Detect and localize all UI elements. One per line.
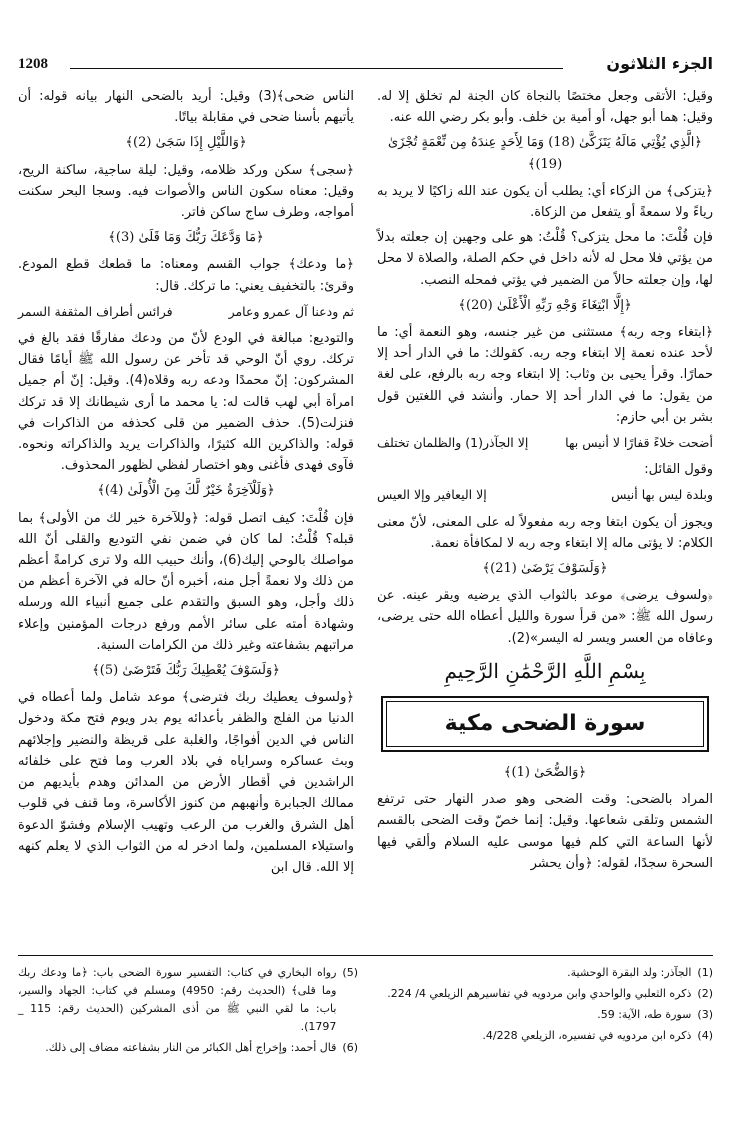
footnotes-left [18,964,358,1060]
right-column [377,86,713,878]
poem-hemistich-second: إلا الجآذر(1) والظلمان تختلف [377,435,529,451]
poem-hemistich-first: أضحت خلاءً قفارًا لا أنيس بها [565,435,713,451]
footnote-text: سورة طه، الآية: 59. [597,1008,692,1021]
footnote-text: قال أحمد: وإخراج أهل الكبائر من النار بشفاعته مضاف إلى ذلك. [45,1041,337,1054]
footnote-text: ذكره ابن مردويه في تفسيره، الزيلعي 4/228. [482,1029,692,1042]
poem-hemistich-second: إلا اليعافير وإلا العيس [377,487,487,503]
header-rule [70,68,563,69]
quran-verse: ﴿إِلَّا ابْتِغَاءَ وَجْهِ رَبِّهِ الْأَعْلَىٰ (20)﴾ [458,297,632,313]
paragraph: ﴿يتزكى﴾ من الزكاء أي: يطلب أن يكون عند الله زاكيًا لا يريد به رياءً ولا سمعةً أو يتفعل من الزكاة. [377,183,713,221]
footnotes-right [373,964,713,1048]
poem-verse [18,301,354,322]
paragraph: ويجوز أن يكون ابتغا وجه ربه مفعولاً له على المعنى، لأنّ معنى الكلام: لا يؤتى ماله إلا ابتغاء وجه ربه لا لمكافأة نعمة. [377,514,713,551]
footnote-divider [18,955,713,956]
surah-title: سورة الضحى مكية [444,711,646,737]
quran-verse: ﴿وَلَلْآخِرَةُ خَيْرٌ لَّكَ مِنَ الْأُولَىٰ (4)﴾ [97,483,275,499]
paragraph: وقول القائل: [644,462,713,478]
paragraph: وقيل: الأتقى وجعل مختصًا بالنجاة كان الجنة لم تخلق إلا له. وقيل: هما أبو جهل، أو أمية بن خلف. وأبو بكر رضي الله عنه. [377,89,713,126]
quran-verse: ﴿مَا وَدَّعَكَ رَبُّكَ وَمَا قَلَىٰ (3)﴾ [108,230,264,246]
footnote [18,1039,358,1057]
poem-hemistich-first: ثم ودعنا آل عمرو وعامر [228,303,354,319]
footnote [373,1006,713,1024]
page-number: 1208 [18,56,48,72]
quran-verse: ﴿الَّذِي يُؤْتِي مَالَهُ يَتَزَكَّىٰ (18) وَمَا لِأَحَدٍ عِندَهُ مِن نِّعْمَةٍ تُجْزَىٰ (19)﴾ [388,135,702,172]
surah-title-box [381,696,709,752]
footnote [18,964,358,1036]
footnote-number: (5) [342,966,358,979]
paragraph: ﴿سجى﴾ سكن وركد ظلامه، وقيل: ليلة ساجية، ساكنة الريح، وقيل: معناه سكون الناس والأصوات فيه. وسجا البحر سكنت أمواجه، وطرف ساج ساكن فاتر. [18,162,354,221]
paragraph: ﴿ما ودعك﴾ جواب القسم ومعناه: ما قطعك قطع المودع. وقرئ: بالتخفيف يعني: ما تركك. قال: [18,257,354,294]
footnote-number: (3) [697,1008,713,1021]
quran-verse: ﴿وَالضُّحَىٰ (1)﴾ [503,765,587,781]
paragraph: ﴿ولسوف يعطيك ربك فترضى﴾ موعد شامل ولما أعطاه في الدنيا من الفلج والظفر بأعدائه يوم بدر ويوم فتح مكة ودخول الناس في الدين أفواجًا، والغلبة على قريظة والنضير وإجلائهم وبث عساكره وسراياه في بلاد العرب وما فتح على خلفائه الراشدين في أقطار الأرض من المدائن وهدم بأيديهم من ممالك الجبابرة وأنهبهم من كنوز الأكاسرة، وما قنف في قلوب أهل الشرق والغرب من الرعب وتهيب الإسلام وفشوّ الدعوة واستيلاء المسلمين، ولما ادخر له من الثواب الذي لا يعلم كنهه إلا الله. قال ابن [18,690,354,875]
footnote [373,1027,713,1045]
left-column [18,86,354,882]
footnote-number: (1) [697,966,713,979]
footnote [373,964,713,982]
quran-verse: ﴿وَاللَّيْلِ إِذَا سَجَىٰ (2)﴾ [125,135,247,151]
paragraph: فإن قُلْتَ: كيف اتصل قوله: ﴿وللآخرة خير لك من الأولى﴾ بما قبله؟ قُلْتُ: لما كان في ضمن نفي التوديع والقلى أنّ الله مواصلك بالوحي إليك(6)، وأنك حبيب الله ولا ترى كرامةً أعظم من ذلك ولا نعمةً أجل منه، أخبره أنّ حاله في الآخرة أعظم من ذلك وأجل، وهو السبق والتقدم على جميع أنبياء الله ورسله وشهادة أمته على سائر الأمم ورفع درجات المؤمنين وإعلاء مراتبهم بشفاعته وغير ذلك من الكرامات السنية. [18,510,354,653]
poem-hemistich-first: وبلدة ليس بها أنيس [611,487,713,503]
poem-verse [377,484,713,505]
footnote-number: (6) [342,1041,358,1054]
footnote-number: (4) [697,1029,713,1042]
footnote-text: ذكره الثعلبي والواحدي وابن مردويه في تفاسيرهم الزيلعي 4/ 224. [387,987,692,1000]
poem-hemistich-second: فرائس أطراف المثقفة السمر [18,303,173,319]
paragraph: المراد بالضحى: وقت الضحى وهو صدر النهار حتى ترتفع الشمس وتلقى شعاعها. وقيل: إنما خصّ وقت الضحى بالقسم لأنها الساعة التي كلم فيها موسى عليه السلام وألقي فيها السحرة سجدًا، لقوله: ﴿وأن يحشر [377,792,713,871]
part-title: الجزء الثلاثون [606,54,713,73]
paragraph: ﴿ابتغاء وجه ربه﴾ مستثنى من غير جنسه، وهو النعمة أي: ما لأحد عنده نعمة إلا ابتغاء وجه ربه. كقولك: ما في الدار أحد إلا حمارًا. وقرأ يحيى بن وثاب: إلا ابتغاء وجه ربه بالرفع، على لغة من يقول: ما في الدار أحد إلا حمار. وأنشد في اللغتين قول بشر بن أبي حازم: [377,325,713,425]
paragraph: والتوديع: مبالغة في الودع لأنّ من ودعك مفارقًا فقد بالغ في تركك. روي أنّ الوحي قد تأخر عن رسول الله ﷺ أيامًا فقال المشركون: إنّ محمدًا ودعه ربه وقلاه(4). وقيل: إنّ أم جميل امرأة أبي لهب قالت له: يا محمد ما أرى شيطانك إلا قد تركك فنزلت(5). حذف الضمير من قلى كحذفه من الذاكرات في قوله: والذاكرين الله كثيرًا، والذاكرات يريد والذاكراته ونحوه. فآوى فهدى فأغنى وهو اختصار لفظي لظهور المحذوف. [18,331,355,474]
footnote-text: رواه البخاري في كتاب: التفسير سورة الضحى باب: ﴿ما ودعك ربك وما قلى﴾ (الحديث رقم: 4950) ومسلم في كتاب: الجهاد والسير، باب: ما لقي النبي ﷺ من أذى المشركين (الحديث رقم: 115 _ 1797). [18,966,337,1033]
paragraph: فإن قُلْتَ: ما محل يتزكى؟ قُلْتُ: هو على وجهين إن جعلته بدلاً من يؤتي فلا محل له لأنه داخل في حكم الصلة، والصلاة لا محل لها، وإن جعلته حالاً من الضمير في يؤتي فمحله النصب. [377,230,713,288]
paragraph: الناس ضحى﴾(3) وقيل: أريد بالضحى النهار بيانه قوله: أن يأتيهم بأسنا ضحى في مقابلة بياتًا. [18,89,354,126]
poem-verse [377,432,713,453]
quran-verse: ﴿وَلَسَوْفَ يُعْطِيكَ رَبُّكَ فَتَرْضَىٰ (5)﴾ [92,663,280,679]
footnote [373,985,713,1003]
footnote-text: الجآذر: ولد البقرة الوحشية. [567,966,692,979]
basmala: بِسْمِ اللَّهِ الرَّحْمَٰنِ الرَّحِيمِ [444,658,646,683]
footnote-number: (2) [697,987,713,1000]
quran-verse: ﴿وَلَسَوْفَ يَرْضَىٰ (21)﴾ [482,561,608,577]
paragraph: ﴿ولسوف يرضى﴾ موعد بالثواب الذي يرضيه ويقر عينه. عن رسول الله ﷺ: «من قرأ سورة والليل أعطاه الله حتى يرضى، وعافاه من العسر ويسر له اليسر»(2). [377,588,713,646]
page-header [18,54,713,80]
